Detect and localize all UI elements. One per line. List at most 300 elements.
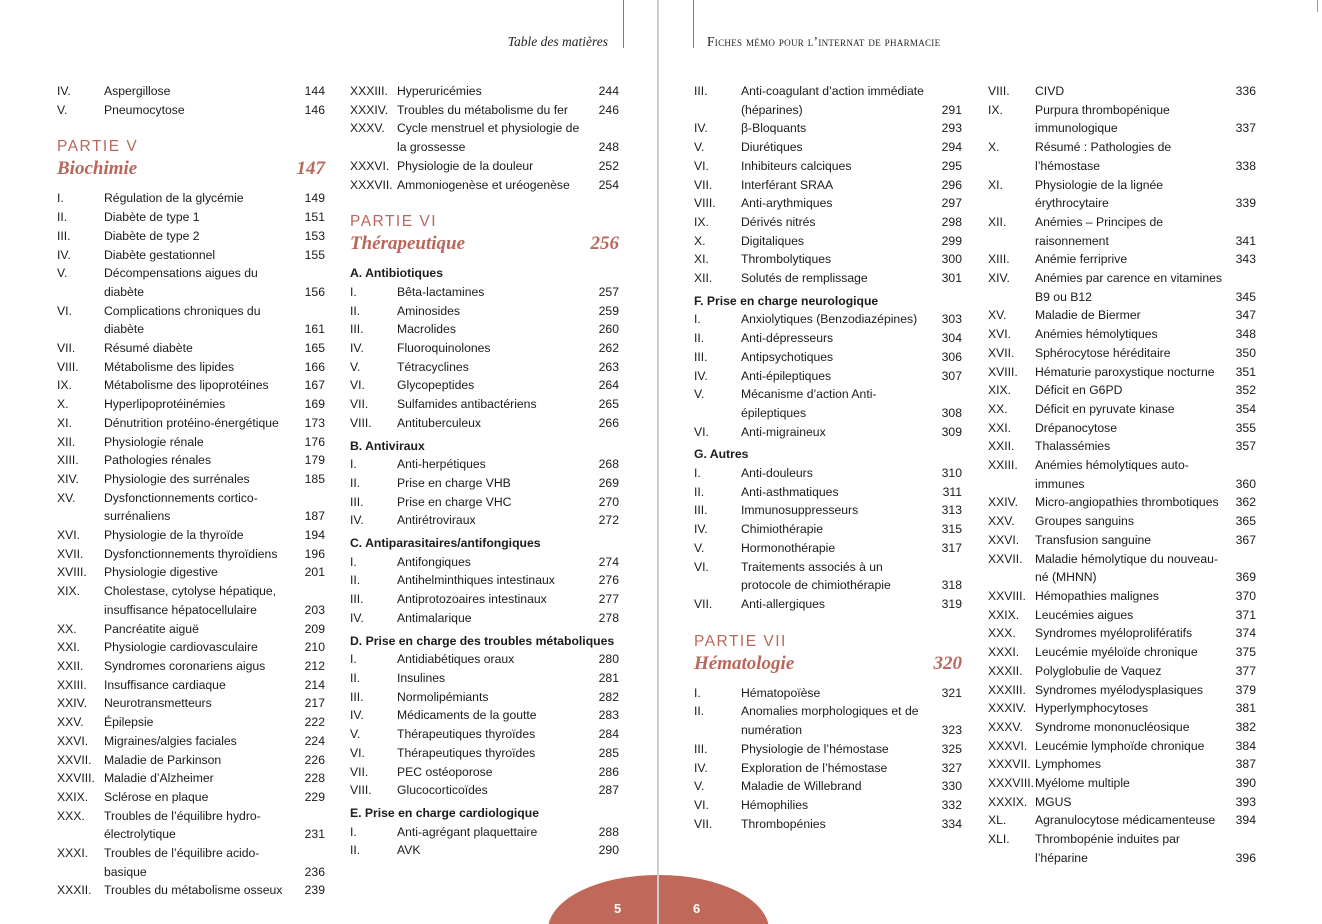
- entry-title: Prise en charge VHC: [397, 494, 512, 509]
- entry-number: V.: [694, 140, 705, 155]
- toc-entry: [988, 737, 1256, 756]
- toc-entry: [694, 740, 962, 759]
- toc-column-1: [57, 82, 325, 900]
- entry-title: Maladie hémolytique du nouveau-né (MHNN): [1035, 551, 1218, 585]
- entry-title: Neurotransmetteurs: [104, 696, 212, 711]
- entry-page: 280: [598, 652, 619, 667]
- toc-entry: [57, 489, 325, 526]
- toc-entry: [694, 777, 962, 796]
- entry-number: XX.: [988, 401, 1008, 416]
- toc-entry: [694, 157, 962, 176]
- entry-page: 257: [598, 284, 619, 299]
- folio-tab: [548, 875, 658, 924]
- entry-number: XL.: [988, 813, 1007, 828]
- entry-title: Anti-agrégant plaquettaire: [397, 824, 538, 839]
- toc-entry: [350, 511, 619, 530]
- entry-page: 176: [304, 434, 325, 449]
- entry-number: XXII.: [988, 439, 1015, 454]
- entry-number: II.: [694, 331, 705, 346]
- entry-number: XXIX.: [988, 607, 1020, 622]
- entry-number: VI.: [350, 378, 365, 393]
- entry-number: XXX.: [988, 626, 1016, 641]
- entry-title: Glucocorticoïdes: [397, 783, 488, 798]
- entry-number: VIII.: [350, 415, 372, 430]
- entry-page: 269: [598, 475, 619, 490]
- entry-title: Bêta-lactamines: [397, 284, 485, 299]
- toc-entry: [988, 643, 1256, 662]
- entry-page: 144: [304, 84, 325, 98]
- toc-entry: [694, 194, 962, 213]
- entry-number: XXIV.: [988, 495, 1019, 510]
- entry-page: 384: [1235, 738, 1256, 753]
- entry-number: XIX.: [988, 383, 1012, 398]
- entry-title: Antituberculeux: [397, 415, 482, 430]
- toc-entry: [57, 844, 325, 881]
- entry-page: 390: [1235, 776, 1256, 791]
- part-heading: [694, 632, 962, 676]
- entry-title: Physiologie digestive: [104, 565, 218, 580]
- entry-page: 277: [598, 592, 619, 607]
- entry-page: 252: [598, 158, 619, 173]
- entry-page: 278: [598, 610, 619, 625]
- section-heading: C. Antiparasitaires/antifongiques: [350, 536, 541, 551]
- entry-number: XXVI.: [988, 532, 1020, 547]
- entry-title: Cycle menstruel et physiologie de la grossesse: [397, 121, 580, 155]
- entry-number: VI.: [694, 424, 709, 439]
- entry-number: IX.: [57, 378, 72, 393]
- entry-number: VIII.: [57, 359, 79, 374]
- toc-entry: [350, 376, 619, 395]
- part-page: 256: [590, 233, 619, 255]
- toc-entry: [694, 759, 962, 778]
- entry-title: Hématopoïèse: [741, 685, 821, 700]
- toc-entry: [694, 232, 962, 251]
- entry-title: Syndrome mononucléosique: [1035, 719, 1190, 734]
- entry-number: XI.: [988, 177, 1003, 192]
- entry-title: CIVD: [1035, 84, 1065, 98]
- entry-page: 308: [941, 405, 962, 420]
- toc-entry: [350, 414, 619, 433]
- entry-page: 365: [1235, 514, 1256, 529]
- entry-title: Troubles de l’équilibre hydro-électrolytique: [104, 808, 261, 842]
- entry-title: Hémophilies: [741, 797, 809, 812]
- entry-page: 367: [1235, 532, 1256, 547]
- running-header: Table des matières: [507, 34, 608, 49]
- entry-page: 173: [304, 415, 325, 430]
- entry-number: IV.: [694, 121, 708, 136]
- part-heading: [350, 212, 619, 256]
- entry-title: Anémies hémolytiques auto-immunes: [1035, 458, 1189, 491]
- entry-page: 362: [1235, 495, 1256, 510]
- entry-number: I.: [350, 457, 357, 472]
- toc-entry: [694, 558, 962, 595]
- entry-title: Transfusion sanguine: [1035, 532, 1152, 547]
- entry-title: Leucémies aigues: [1035, 607, 1134, 622]
- entry-title: Anomalies morphologiques et de numération: [741, 704, 919, 738]
- entry-page: 262: [598, 341, 619, 356]
- entry-title: Physiologie de la douleur: [397, 158, 534, 173]
- entry-page: 337: [1235, 121, 1256, 136]
- entry-title: Maladie de Willebrand: [741, 779, 862, 794]
- toc-entry: [350, 650, 619, 669]
- entry-title: Maladie de Biermer: [1035, 308, 1141, 323]
- toc-entry: [57, 414, 325, 433]
- toc-entry: [988, 419, 1256, 438]
- toc-entry: [988, 830, 1256, 867]
- entry-page: 151: [304, 210, 325, 225]
- entry-page: 317: [941, 540, 962, 555]
- entry-page: 146: [304, 102, 325, 117]
- toc-entry: [988, 774, 1256, 793]
- toc-entry: [988, 101, 1256, 138]
- entry-title: AVK: [397, 843, 421, 858]
- entry-page: 283: [598, 708, 619, 723]
- entry-page: 268: [598, 457, 619, 472]
- entry-title: Troubles du métabolisme osseux: [104, 883, 283, 898]
- entry-page: 394: [1235, 813, 1256, 828]
- entry-title: PEC ostéoporose: [397, 764, 493, 779]
- entry-page: 287: [598, 783, 619, 798]
- entry-page: 229: [304, 789, 325, 804]
- entry-page: 339: [1235, 196, 1256, 211]
- entry-title: Ammoniogenèse et uréogenèse: [397, 177, 570, 192]
- entry-page: 297: [941, 196, 962, 211]
- entry-number: VII.: [694, 816, 713, 831]
- toc-entry: [57, 433, 325, 452]
- toc-entry: [57, 376, 325, 395]
- entry-number: X.: [988, 140, 1000, 155]
- entry-number: XVI.: [988, 327, 1012, 342]
- entry-title: Antirétroviraux: [397, 513, 476, 528]
- entry-number: VIII.: [988, 84, 1010, 98]
- entry-title: Physiologie cardiovasculaire: [104, 640, 258, 655]
- toc-entry: [350, 82, 619, 101]
- toc-entry: [57, 545, 325, 564]
- toc-entry: [57, 620, 325, 639]
- entry-number: IV.: [694, 760, 708, 775]
- entry-page: 246: [598, 102, 619, 117]
- entry-number: V.: [694, 387, 705, 402]
- toc-entry: [988, 306, 1256, 325]
- entry-page: 293: [941, 121, 962, 136]
- entry-number: X.: [57, 397, 69, 412]
- entry-title: Physiologie de l’hémostase: [741, 741, 889, 756]
- entry-page: 351: [1235, 364, 1256, 379]
- entry-title: Lymphomes: [1035, 757, 1101, 772]
- entry-number: IV.: [350, 513, 364, 528]
- entry-number: V.: [694, 779, 705, 794]
- part-label: PARTIE VII: [694, 632, 787, 650]
- part-title-row: [694, 652, 962, 676]
- entry-page: 336: [1235, 84, 1256, 98]
- toc-entry: [350, 395, 619, 414]
- entry-number: I.: [694, 312, 701, 327]
- entry-page: 212: [304, 658, 325, 673]
- entry-title: Diabète de type 2: [104, 228, 200, 243]
- entry-title: Troubles de l’équilibre acido-basique: [104, 846, 260, 879]
- entry-page: 179: [304, 453, 325, 468]
- entry-page: 248: [598, 140, 619, 155]
- toc-column-4: [988, 82, 1256, 868]
- entry-page: 306: [941, 349, 962, 364]
- entry-page: 318: [941, 578, 962, 593]
- toc-entry: [988, 699, 1256, 718]
- toc-entry: [350, 706, 619, 725]
- entry-page: 295: [941, 158, 962, 173]
- toc-entry: [988, 344, 1256, 363]
- toc-entry: [350, 590, 619, 609]
- entry-title: Fluoroquinolones: [397, 341, 491, 356]
- toc-entry: [57, 339, 325, 358]
- entry-page: 209: [304, 621, 325, 636]
- entry-title: Cholestase, cytolyse hépatique, insuffisance hépatocellulaire: [104, 584, 277, 617]
- entry-title: Normolipémiants: [397, 689, 489, 704]
- entry-title: Solutés de remplissage: [741, 271, 868, 286]
- entry-number: XXXV.: [988, 719, 1023, 734]
- entry-title: Diabète de type 1: [104, 210, 200, 225]
- entry-page: 149: [304, 191, 325, 206]
- entry-number: II.: [57, 210, 68, 225]
- entry-page: 274: [598, 554, 619, 569]
- entry-title: Hyperuricémies: [397, 84, 482, 98]
- entry-page: 214: [304, 677, 325, 692]
- toc-entry: [988, 363, 1256, 382]
- section-heading: G. Autres: [694, 447, 749, 462]
- entry-number: III.: [350, 689, 364, 704]
- entry-number: XXXIX.: [988, 794, 1028, 809]
- entry-page: 165: [304, 341, 325, 356]
- entry-title: Groupes sanguins: [1035, 514, 1134, 529]
- entry-page: 382: [1235, 719, 1256, 734]
- entry-number: XVIII.: [57, 565, 87, 580]
- entry-page: 244: [598, 84, 619, 98]
- entry-title: Physiologie rénale: [104, 434, 204, 449]
- entry-number: III.: [350, 322, 364, 337]
- entry-title: Thérapeutiques thyroïdes: [397, 727, 536, 742]
- entry-page: 325: [941, 741, 962, 756]
- entry-page: 288: [598, 824, 619, 839]
- entry-title: Métabolisme des lipides: [104, 359, 235, 374]
- entry-number: II.: [694, 704, 705, 719]
- entry-title: Chimiothérapie: [741, 522, 823, 537]
- toc-entry: [694, 138, 962, 157]
- toc-entry: [350, 841, 619, 860]
- entry-title: Pneumocytose: [104, 102, 185, 117]
- part-title: Biochimie: [57, 158, 138, 180]
- toc-entry: [988, 82, 1256, 101]
- part-title: Hématologie: [694, 652, 795, 674]
- entry-title: Maladie de Parkinson: [104, 752, 222, 767]
- toc-entry: [988, 811, 1256, 830]
- toc-entry: [350, 553, 619, 572]
- entry-title: Interférant SRAA: [741, 177, 834, 192]
- entry-number: XII.: [694, 271, 713, 286]
- entry-number: XXIII.: [57, 677, 87, 692]
- toc-entry: [694, 348, 962, 367]
- entry-page: 270: [598, 494, 619, 509]
- toc-entry: [350, 455, 619, 474]
- toc-entry: [694, 520, 962, 539]
- part-label: PARTIE V: [57, 138, 139, 156]
- page-edge-mark: [1317, 0, 1318, 12]
- toc-entry: [988, 176, 1256, 213]
- entry-number: III.: [57, 228, 71, 243]
- entry-number: III.: [350, 592, 364, 607]
- section-heading: D. Prise en charge des troubles métaboliques: [350, 633, 615, 648]
- entry-title: Purpura thrombopénique immunologique: [1035, 102, 1170, 136]
- entry-page: 348: [1235, 327, 1256, 342]
- entry-number: IV.: [694, 368, 708, 383]
- entry-title: Leucémie lymphoïde chronique: [1035, 738, 1205, 753]
- toc-column-3: [694, 82, 962, 833]
- entry-page: 301: [941, 271, 962, 286]
- toc-entry: [350, 339, 619, 358]
- toc-entry: [694, 82, 962, 119]
- entry-title: Anti-allergiques: [741, 596, 826, 611]
- entry-title: Anti-herpétiques: [397, 457, 486, 472]
- entry-number: XXVIII.: [988, 588, 1026, 603]
- entry-page: 360: [1235, 476, 1256, 491]
- entry-number: XXXIV.: [350, 102, 389, 117]
- entry-title: Physiologie des surrénales: [104, 471, 250, 486]
- running-header: Fiches mémo pour l’internat de pharmacie: [707, 34, 941, 49]
- toc-entry: [57, 769, 325, 788]
- entry-page: 315: [941, 522, 962, 537]
- entry-page: 156: [304, 284, 325, 299]
- entry-number: VII.: [694, 177, 713, 192]
- entry-number: IV.: [694, 522, 708, 537]
- toc-entry: [57, 751, 325, 770]
- toc-entry: [694, 385, 962, 422]
- entry-page: 352: [1235, 383, 1256, 398]
- entry-title: Drépanocytose: [1035, 420, 1117, 435]
- entry-title: Hormonothérapie: [741, 540, 836, 555]
- entry-page: 294: [941, 140, 962, 155]
- entry-page: 298: [941, 214, 962, 229]
- entry-title: Sphérocytose héréditaire: [1035, 345, 1171, 360]
- toc-entry: [350, 119, 619, 156]
- toc-entry: [350, 571, 619, 590]
- entry-page: 196: [304, 546, 325, 561]
- entry-number: III.: [350, 494, 364, 509]
- entry-title: Résumé : Pathologies de l’hémostase: [1035, 140, 1172, 173]
- entry-title: Anti-migraineux: [741, 424, 826, 439]
- toc-entry: [694, 119, 962, 138]
- entry-page: 272: [598, 513, 619, 528]
- entry-page: 266: [598, 415, 619, 430]
- toc-entry: [694, 702, 962, 739]
- toc-entry: [57, 264, 325, 301]
- part-page: 147: [296, 158, 325, 180]
- entry-title: Agranulocytose médicamenteuse: [1035, 813, 1216, 828]
- toc-entry: [694, 501, 962, 520]
- toc-entry: [988, 493, 1256, 512]
- entry-page: 341: [1235, 233, 1256, 248]
- entry-title: Aminosides: [397, 303, 460, 318]
- toc-entry: [988, 606, 1256, 625]
- toc-entry: [988, 624, 1256, 643]
- entry-number: XXXVIII.: [988, 776, 1035, 791]
- entry-title: Sclérose en plaque: [104, 789, 209, 804]
- entry-title: Épilepsie: [104, 715, 154, 730]
- toc-entry: [57, 246, 325, 265]
- entry-title: Antifongiques: [397, 554, 471, 569]
- entry-page: 153: [304, 228, 325, 243]
- toc-entry: [57, 358, 325, 377]
- toc-entry: [350, 781, 619, 800]
- entry-page: 355: [1235, 420, 1256, 435]
- toc-entry: [694, 213, 962, 232]
- entry-number: XVI.: [57, 528, 81, 543]
- entry-title: Déficit en G6PD: [1035, 383, 1123, 398]
- entry-title: Troubles du métabolisme du fer: [397, 102, 568, 117]
- entry-page: 313: [941, 503, 962, 518]
- entry-title: Pathologies rénales: [104, 453, 212, 468]
- entry-page: 327: [941, 760, 962, 775]
- toc-entry: [350, 763, 619, 782]
- entry-number: XIII.: [57, 453, 79, 468]
- toc-entry: [988, 681, 1256, 700]
- entry-number: VIII.: [694, 196, 716, 211]
- entry-title: Dénutrition protéino-énergétique: [104, 415, 279, 430]
- entry-page: 307: [941, 368, 962, 383]
- entry-title: Métabolisme des lipoprotéines: [104, 378, 269, 393]
- entry-page: 203: [304, 602, 325, 617]
- entry-number: II.: [350, 475, 361, 490]
- entry-page: 296: [941, 177, 962, 192]
- entry-number: I.: [350, 824, 357, 839]
- entry-page: 310: [941, 466, 962, 481]
- entry-page: 161: [304, 322, 325, 337]
- entry-number: V.: [57, 266, 68, 281]
- entry-title: Pancréatite aiguë: [104, 621, 199, 636]
- entry-title: Polyglobulie de Vaquez: [1035, 663, 1162, 678]
- entry-page: 167: [304, 378, 325, 393]
- entry-number: XX.: [57, 621, 77, 636]
- entry-page: 260: [598, 322, 619, 337]
- entry-number: IV.: [350, 610, 364, 625]
- entry-number: II.: [350, 303, 361, 318]
- toc-entry: [57, 526, 325, 545]
- entry-page: 330: [941, 779, 962, 794]
- entry-page: 311: [942, 484, 962, 499]
- entry-number: IV.: [57, 247, 71, 262]
- entry-number: VII.: [350, 764, 369, 779]
- entry-page: 381: [1235, 701, 1256, 716]
- toc-entry: [350, 320, 619, 339]
- part-page: 320: [933, 652, 962, 674]
- toc-entry: [57, 732, 325, 751]
- toc-entry: [57, 189, 325, 208]
- toc-entry: [57, 657, 325, 676]
- entry-title: Traitements associés à un protocole de chimiothérapie: [741, 559, 891, 593]
- toc-entry: [350, 744, 619, 763]
- toc-entry: [694, 367, 962, 386]
- entry-title: Aspergillose: [104, 84, 171, 98]
- entry-number: VI.: [694, 559, 709, 574]
- entry-number: XXXIII.: [350, 84, 388, 98]
- toc-entry: [350, 609, 619, 628]
- toc-entry: [350, 474, 619, 493]
- toc-entry: [988, 456, 1256, 493]
- toc-entry: [694, 329, 962, 348]
- entry-number: XXXIV.: [988, 701, 1027, 716]
- entry-number: VII.: [694, 596, 713, 611]
- entry-page: 228: [304, 771, 325, 786]
- entry-title: Antihelminthiques intestinaux: [397, 573, 555, 588]
- entry-title: Exploration de l’hémostase: [741, 760, 888, 775]
- entry-page: 166: [304, 359, 325, 374]
